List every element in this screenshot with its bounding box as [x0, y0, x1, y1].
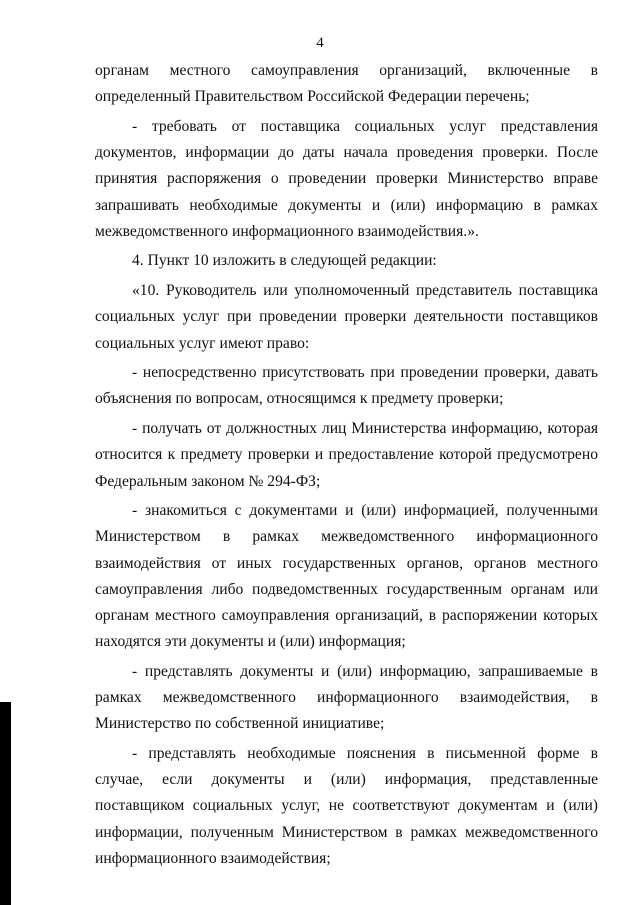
paragraph-clause-10: «10. Руководитель или уполномоченный представитель поставщика социальных услуг при проведении проверки деятельности поставщиков социальных услуг имеют право:	[95, 282, 598, 352]
scan-edge-shadow	[0, 702, 11, 905]
paragraph-right-explanations: - представлять необходимые пояснения в письменной форме в случае, если документы и (или) информация, представленные поставщиком социальных услуг, не соответствуют документам и (или) информации, полученным Министерством в рамках межведомственного информационного взаимодействия;	[95, 745, 598, 867]
page-number: 4	[316, 35, 324, 51]
paragraph-right-receive-info: - получать от должностных лиц Министерства информацию, которая относится к предмету проверки и предоставление которой предусмотрено Федеральным законом № 294-ФЗ;	[95, 420, 598, 490]
paragraph-request-documents: - требовать от поставщика социальных услуг представления документов, информации до даты начала проведения проверки. После принятия распоряжения о проведении проверки Министерство вправе запрашивать необходимые документы и (или) информацию в рамках межведомственного информационного взаимодействия.».	[95, 117, 598, 240]
paragraph-right-attend: - непосредственно присутствовать при проведении проверки, давать объяснения по вопросам, относящимся к предмету проверки;	[95, 364, 598, 408]
paragraph-right-review-documents: - знакомиться с документами и (или) информацией, полученными Министерством в рамках межведомственного информационного взаимодействия от иных государственных органов, органов местного самоуправления либо подведомственных государственным органам или органам местного самоуправления организаций, в распоряжении которых находятся эти документы и (или) информация;	[95, 502, 598, 651]
paragraph-item-4: 4. Пункт 10 изложить в следующей редакции:	[132, 252, 437, 270]
document-body	[95, 58, 598, 876]
paragraph-continuation: органам местного самоуправления организаций, включенные в определенный Правительством Российской Федерации перечень;	[95, 62, 598, 106]
paragraph-right-submit-documents: - представлять документы и (или) информацию, запрашиваемые в рамках межведомственного информационного взаимодействия, в Министерство по собственной инициативе;	[95, 662, 598, 733]
